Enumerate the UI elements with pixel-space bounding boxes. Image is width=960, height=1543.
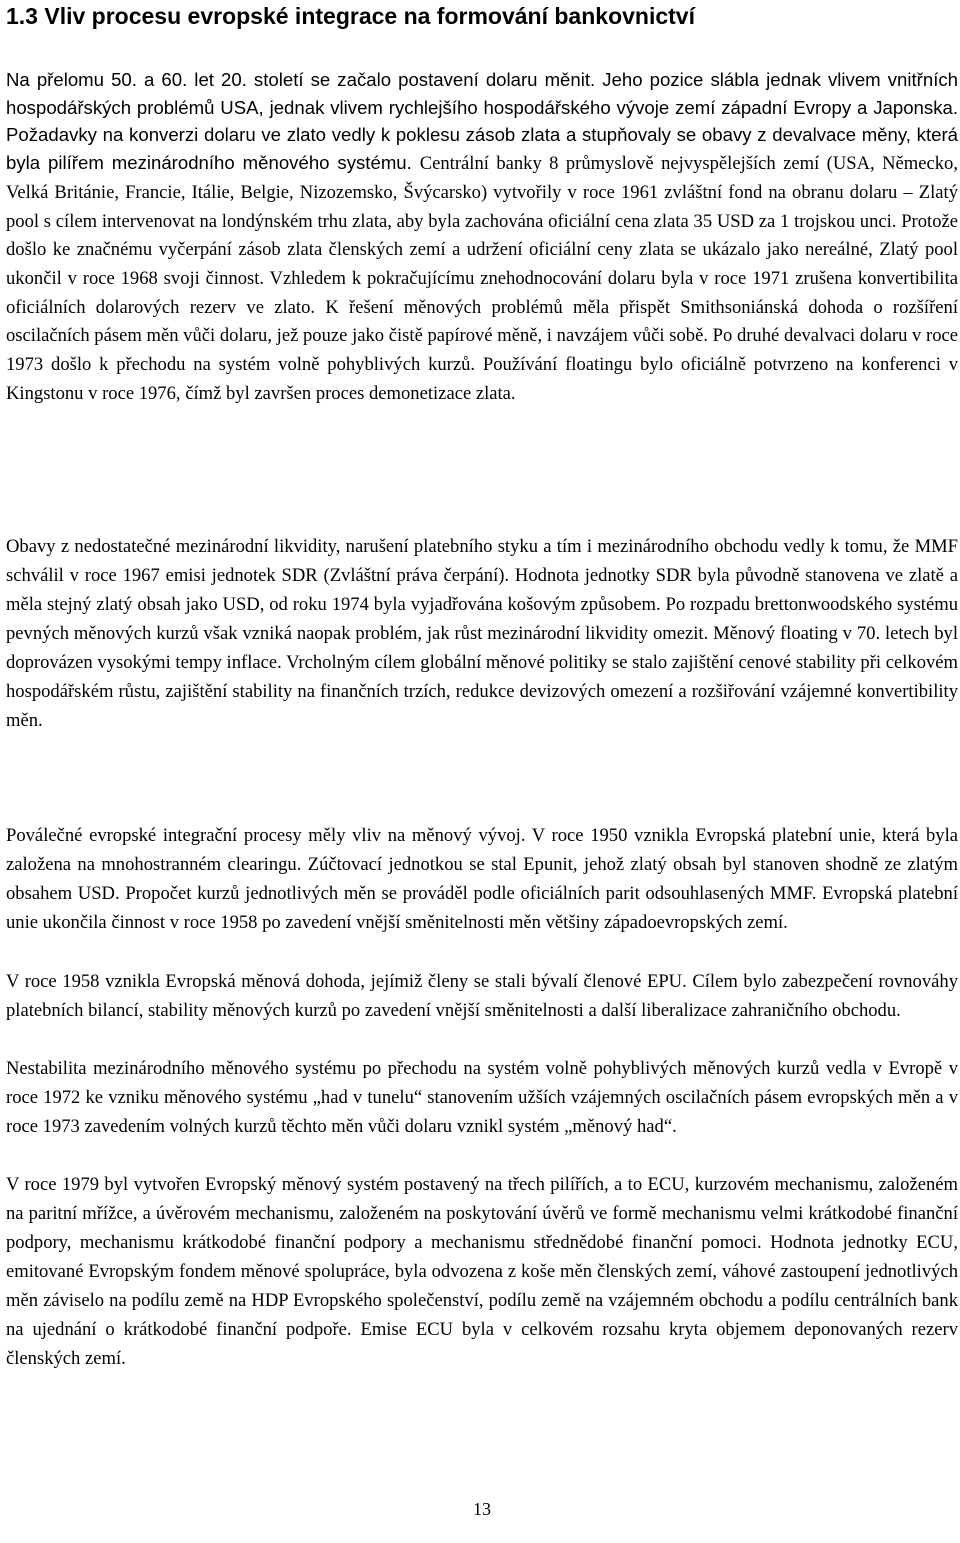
section-heading: 1.3 Vliv procesu evropské integrace na formování bankovnictví [6, 3, 695, 29]
paragraph-6: V roce 1979 byl vytvořen Evropský měnový systém postavený na třech pilířích, a to ECU, kurzovém mechanismu, založeném na paritní mřížce, a úvěrovém mechanismu, založeném na poskytování úvěrů ve formě mechanismu velmi krátkodobé finanční podpory, mechanismu krátkodobé finanční podpory a mechanismu střednědobé finanční pomoci. Hodnota jednotky ECU, emitované Evropským fondem měnové spolupráce, byla odvozena z koše měn členských zemí, váhové zastoupení jednotlivých měn záviselo na podílu země na HDP Evropského společenství, podílu země na vzájemném obchodu a podílu centrálních bank na ujednání o krátkodobé finanční podpoře. Emise ECU byla v celkovém rozsahu kryta objemem deponovaných rezerv členských zemí. [6, 1174, 958, 1369]
document-page [6, 0, 958, 1543]
paragraph-3: Poválečné evropské integrační procesy měly vliv na měnový vývoj. V roce 1950 vznikla Evropská platební unie, která byla založena na mnohostranném clearingu. Zúčtovací jednotkou se stal Epunit, jehož zlatý obsah byl stanoven shodně ze zlatým obsahem USD. Propočet kurzů jednotlivých měn se prováděl podle oficiálních parit odsouhlasených MMF. Evropská platební unie ukončila činnost v roce 1958 po zavedení vnější směnitelnosti měn většiny západoevropských zemí. [6, 825, 958, 933]
paragraph-5: Nestabilita mezinárodního měnového systému po přechodu na systém volně pohyblivých měnových kurzů vedla v Evropě v roce 1972 ke vzniku měnového systému „had v tunelu“ stanovením užších vzájemných oscilačních pásem evropských měn a v roce 1973 zavedením volných kurzů těchto měn vůči dolaru vznikl systém „měnový had“. [6, 1058, 958, 1137]
paragraph-1-sans-text: Na přelomu 50. a 60. let 20. století se začalo postavení dolaru měnit. Jeho pozice slábla jednak vlivem vnitřních hospodářských problémů USA, jednak vlivem rychlejšího hospodářského vývoje zemí západní Evropy a Japonska. Požadavky na konverzi dolaru ve zlato vedly k poklesu zásob zlata a stupňovaly se obavy z devalvace měny, která byla pilířem mezinárodního měnového systému. [6, 69, 958, 174]
page-number: 13 [473, 1499, 491, 1519]
paragraph-2: Obavy z nedostatečné mezinárodní likvidity, narušení platebního styku a tím i mezinárodního obchodu vedly k tomu, že MMF schválil v roce 1967 emisi jednotek SDR (Zvláštní práva čerpání). Hodnota jednotky SDR byla původně stanovena ve zlatě a měla stejný zlatý obsah jako USD, od roku 1974 byla vyjadřována košovým způsobem. Po rozpadu brettonwoodského systému pevných měnových kurzů však vzniká naopak problém, jak růst mezinárodní likvidity omezit. Měnový floating v 70. letech byl doprovázen vysokými tempy inflace. Vrcholným cílem globální měnové politiky se stalo zajištění cenové stability při celkovém hospodářském růstu, zajištění stability na finančních trzích, redukce devizových omezení a rozšiřování vzájemné konvertibility měn. [6, 536, 958, 731]
paragraph-1-serif-text: Centrální banky 8 průmyslově nejvyspělejších zemí (USA, Německo, Velká Británie, Francie, Itálie, Belgie, Nizozemsko, Švýcarsko) vytvořily v roce 1961 zvláštní fond na obranu dolaru – Zlatý pool s cílem intervenovat na londýnském trhu zlata, aby byla zachována oficiální cena zlata 35 USD za 1 trojskou unci. Protože došlo ke značnému vyčerpání zásob zlata členských zemí a udržení oficiální ceny zlata se ukázalo jako nereálné, Zlatý pool ukončil v roce 1968 svoji činnost. Vzhledem k pokračujícímu znehodnocování dolaru byla v roce 1971 zrušena konvertibilita oficiálních dolarových rezerv ve zlato. K řešení měnových problémů měla přispět Smithsoniánská dohoda o rozšíření oscilačních pásem měn vůči dolaru, jež pouze jako čistě papírové měně, i navzájem vůči sobě. Po druhé devalvaci dolaru v roce 1973 došlo k přechodu na systém volně pohyblivých kurzů. Používání floatingu bylo oficiálně potvrzeno na konferenci v Kingstonu v roce 1976, čímž byl završen proces demonetizace zlata. [6, 153, 958, 404]
paragraph-1 [6, 66, 958, 407]
paragraph-4: V roce 1958 vznikla Evropská měnová dohoda, jejímiž členy se stali bývalí členové EPU. Cílem bylo zabezpečení rovnováhy platebních bilancí, stability měnových kurzů po zavedení vnější směnitelnosti a další liberalizace zahraničního obchodu. [6, 971, 958, 1021]
